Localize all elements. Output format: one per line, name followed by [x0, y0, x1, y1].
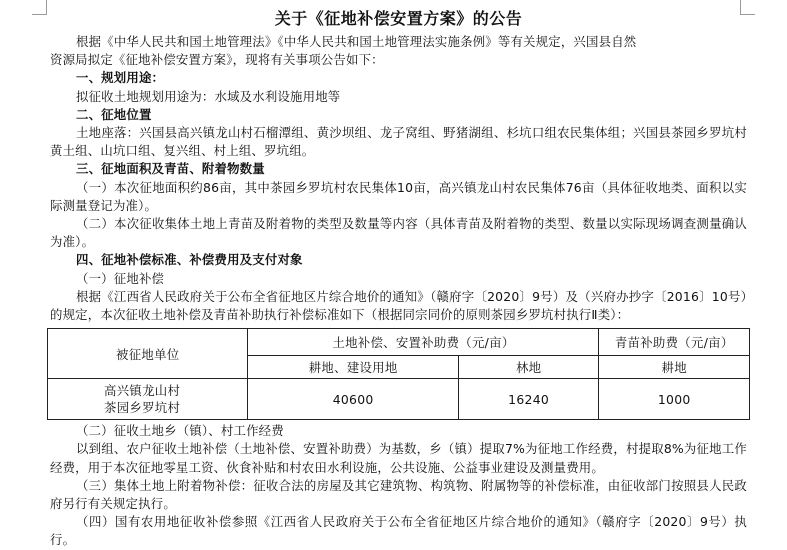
header-crop-compensation: 青苗补助费（元/亩） — [599, 329, 750, 356]
unit-name-line-1: 高兴镇龙山村 — [104, 383, 181, 399]
section-2-heading: 二、征地位置 — [76, 106, 152, 122]
document-body — [50, 8, 747, 550]
table-header-row-1 — [48, 329, 750, 356]
section-4-heading: 四、征地补偿标准、补偿费用及支付对象 — [76, 252, 303, 268]
section-3-paragraph-2: （二）本次征收集体土地上青苗及附着物的类型及数量等内容（具体青苗及附着物的类型、数量以实际现场调查测量确认为准）。 — [50, 216, 747, 250]
section-4-sub-1: （一）征地补偿 — [76, 270, 165, 286]
section-4-sub-2: （二）征收土地乡（镇）、村工作经费 — [76, 423, 284, 439]
table-row — [48, 379, 750, 420]
header-unit: 被征地单位 — [48, 329, 248, 379]
section-1-text: 拟征收土地规划用途为：水域及水利设施用地等 — [76, 88, 341, 104]
section-4-paragraph-1: 根据《江西省人民政府关于公布全省征地区片综合地价的通知》（赣府字〔2020〕9号）及（兴府办抄字〔2016〕10号）的规定，本次征收土地补偿及青苗补助执行补偿标准如下（根据同宗同价的原则茶园乡罗坑村执行Ⅱ类）： — [50, 288, 747, 323]
compensation-table — [47, 328, 750, 420]
cell-crop-value: 1000 — [599, 379, 750, 420]
section-4-paragraph-2: 以到组、农户征收土地补偿（土地补偿、安置补助费）为基数，乡（镇）提取7%为征地工作经费，村提取8%为征地工作经费，用于本次征地零星工资、伙食补贴和村农田水利设施，公共设施、公益事业建设及测量费用。 — [50, 441, 747, 475]
section-4-paragraph-4: （四）国有农用地征收补偿参照《江西省人民政府关于公布全省征地区片综合地价的通知》（赣府字〔2020〕9号）执行。 — [50, 514, 747, 548]
intro-line-1: 根据《中华人民共和国土地管理法》《中华人民共和国土地管理法实施条例》等有关规定，兴国县自然 — [76, 34, 637, 49]
document-title: 关于《征地补偿安置方案》的公告 — [274, 9, 523, 28]
header-crop-cultivated: 耕地 — [599, 356, 750, 379]
cell-forest-value: 16240 — [458, 379, 599, 420]
header-cultivated-land: 耕地、建设用地 — [248, 356, 458, 379]
cell-cultivated-value: 40600 — [248, 379, 458, 420]
cell-unit — [48, 379, 248, 420]
section-3-heading: 三、征地面积及青苗、附着物数量 — [76, 161, 265, 177]
intro-line-2: 资源局拟定《征地补偿安置方案》，现将有关事项公告如下： — [50, 52, 384, 68]
header-forest-land: 林地 — [458, 356, 599, 379]
section-3-paragraph-1: （一）本次征地面积约86亩，其中茶园乡罗坑村农民集体10亩，高兴镇龙山村农民集体76亩（具体征收地类、面积以实际测量登记为准）。 — [50, 179, 747, 213]
section-2-text: 土地座落：兴国县高兴镇龙山村石榴潭组、黄沙坝组、龙子窝组、野猪湖组、杉坑口组农民集体组；兴国县茶园乡罗坑村黄土组、山坑口组、复兴组、村上组、罗坑组。 — [50, 125, 747, 159]
unit-name-line-2: 茶园乡罗坑村 — [104, 400, 181, 416]
section-4-paragraph-3: （三）集体土地上附着物补偿：征收合法的房屋及其它建筑物、构筑物、附属物等的补偿标准，由征收部门按照县人民政府另行有关规定执行。 — [50, 477, 747, 512]
header-land-compensation: 土地补偿、安置补助费（元/亩） — [248, 329, 599, 356]
page-corner-mark-left — [32, 0, 47, 15]
section-1-heading: 一、规划用途： — [76, 70, 165, 86]
